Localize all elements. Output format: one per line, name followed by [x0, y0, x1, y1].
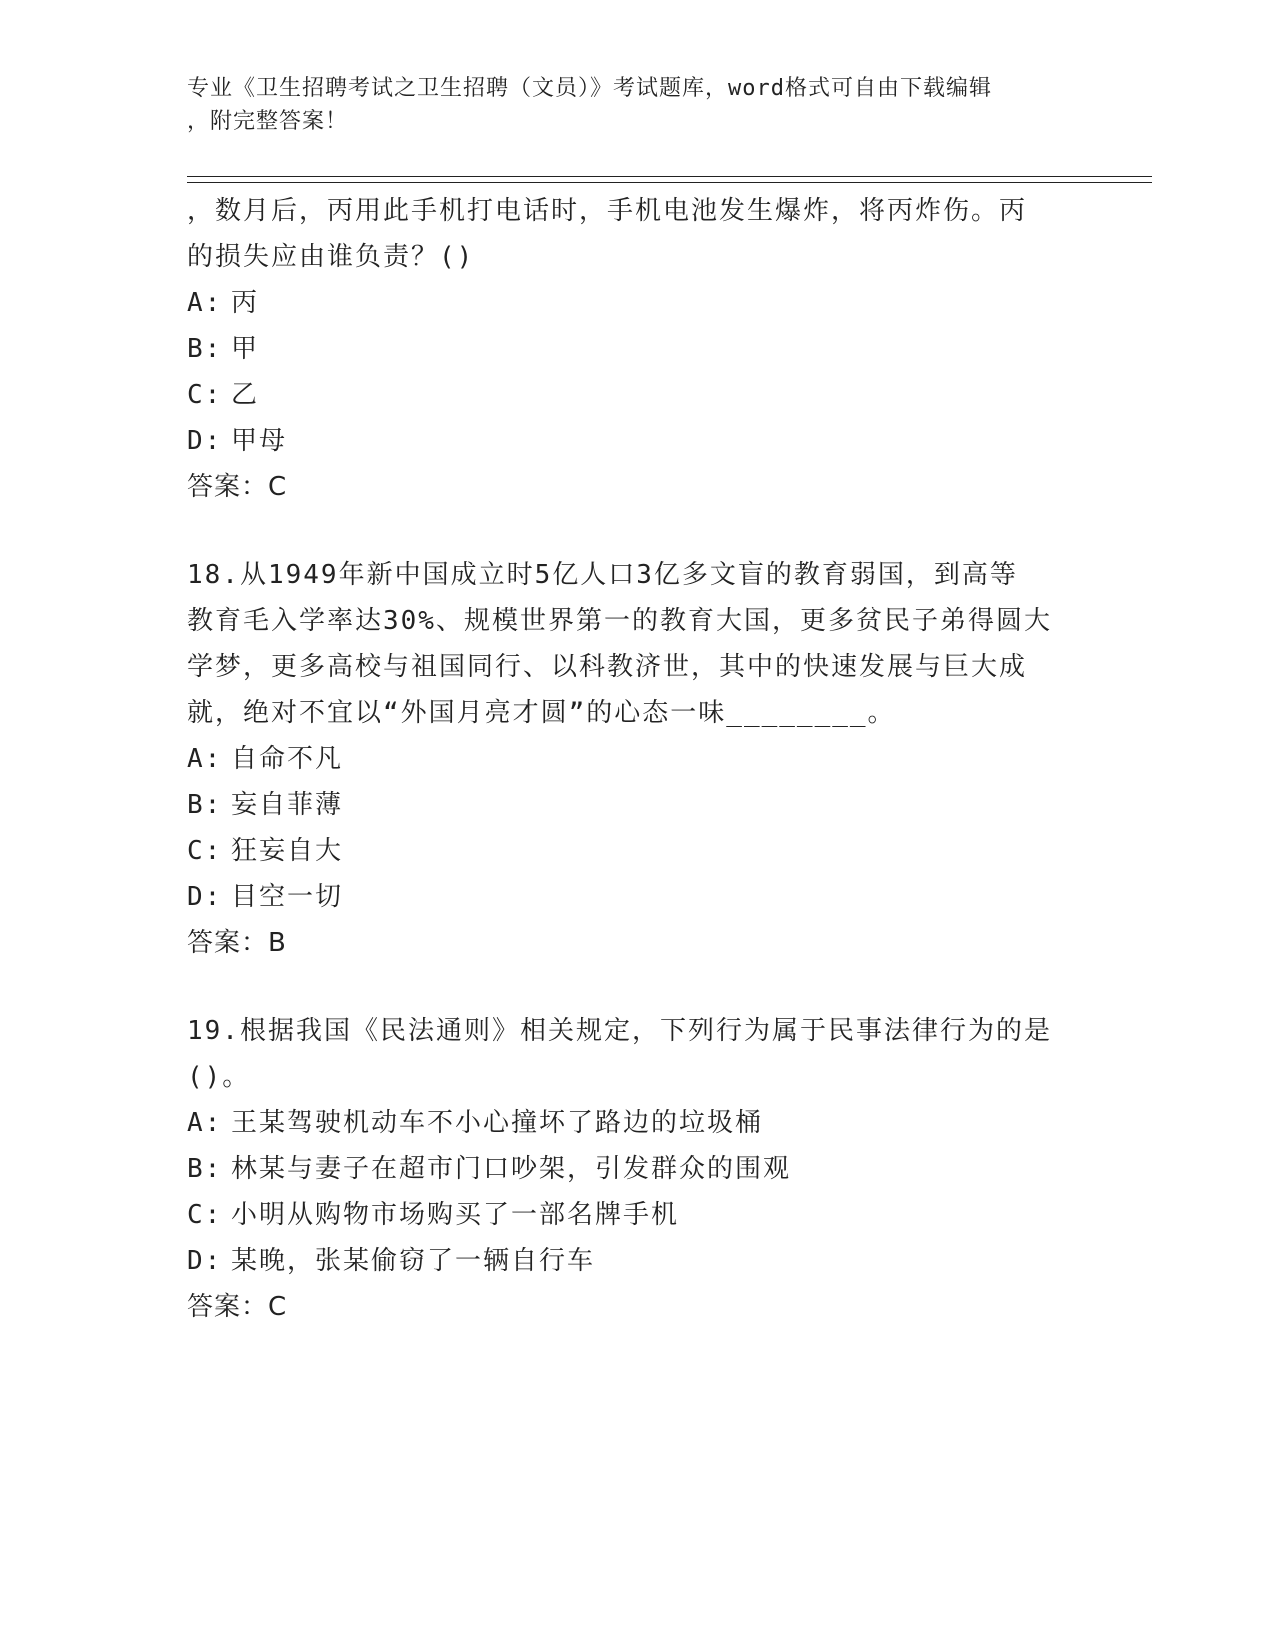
spacer [187, 510, 1087, 552]
option-text: 自命不凡 [231, 744, 344, 774]
option-text: 小明从购物市场购买了一部名牌手机 [231, 1200, 680, 1230]
question-18-answer: 答案：B [187, 928, 287, 958]
option-text: 林某与妻子在超市门口吵架，引发群众的围观 [231, 1154, 792, 1184]
question-17-answer: 答案：C [187, 472, 288, 502]
question-19 [187, 1008, 1087, 1330]
question-18-text-line-2: 教育毛入学率达30%、规模世界第一的教育大国，更多贫民子弟得圆大 [187, 606, 1052, 636]
spacer [187, 966, 1087, 1008]
option-letter: D: [187, 882, 223, 912]
option-text: 某晚，张某偷窃了一辆自行车 [231, 1246, 596, 1276]
document-header [187, 72, 1087, 138]
question-18-text-line-4: 就，绝对不宜以“外国月亮才圆”的心态一味________。 [187, 698, 896, 728]
question-18-option-a [187, 736, 1087, 782]
option-text: 目空一切 [231, 882, 344, 912]
option-text: 甲 [231, 334, 260, 364]
option-letter: D: [187, 426, 223, 456]
question-18 [187, 552, 1087, 966]
option-text: 妄自菲薄 [231, 790, 344, 820]
question-content [187, 188, 1087, 1330]
question-18-option-b [187, 782, 1087, 828]
option-letter: C: [187, 380, 223, 410]
header-title-line-1: 专业《卫生招聘考试之卫生招聘（文员）》考试题库，word格式可自由下载编辑 [187, 76, 992, 101]
option-letter: A: [187, 744, 223, 774]
question-17-option-b [187, 326, 1087, 372]
option-letter: B: [187, 790, 223, 820]
header-double-rule [187, 176, 1152, 183]
question-19-option-b [187, 1146, 1087, 1192]
question-19-option-c [187, 1192, 1087, 1238]
question-18-option-c [187, 828, 1087, 874]
option-letter: A: [187, 288, 223, 318]
option-letter: C: [187, 1200, 223, 1230]
question-18-text-line-1: 18.从1949年新中国成立时5亿人口3亿多文盲的教育弱国，到高等 [187, 560, 1018, 590]
option-letter: D: [187, 1246, 223, 1276]
question-19-option-a [187, 1100, 1087, 1146]
question-17-option-d [187, 418, 1087, 464]
option-text: 甲母 [231, 426, 288, 456]
question-19-text-line-1: 19.根据我国《民法通则》相关规定，下列行为属于民事法律行为的是 [187, 1016, 1052, 1046]
question-18-option-d [187, 874, 1087, 920]
question-17 [187, 188, 1087, 510]
option-letter: B: [187, 334, 223, 364]
question-19-text-line-2: ()。 [187, 1062, 251, 1092]
option-letter: B: [187, 1154, 223, 1184]
question-17-text-line-1: ，数月后，丙用此手机打电话时，手机电池发生爆炸，将丙炸伤。丙 [187, 196, 1028, 226]
question-19-answer: 答案：C [187, 1292, 288, 1322]
option-letter: C: [187, 836, 223, 866]
question-19-option-d [187, 1238, 1087, 1284]
question-17-option-c [187, 372, 1087, 418]
header-title-line-2: ，附完整答案！ [187, 109, 349, 134]
option-text: 丙 [231, 288, 260, 318]
option-text: 乙 [231, 380, 260, 410]
option-text: 狂妄自大 [231, 836, 344, 866]
option-text: 王某驾驶机动车不小心撞坏了路边的垃圾桶 [231, 1108, 764, 1138]
question-17-option-a [187, 280, 1087, 326]
question-18-text-line-3: 学梦，更多高校与祖国同行、以科教济世，其中的快速发展与巨大成 [187, 652, 1028, 682]
option-letter: A: [187, 1108, 223, 1138]
question-17-text-line-2: 的损失应由谁负责？() [187, 242, 475, 272]
